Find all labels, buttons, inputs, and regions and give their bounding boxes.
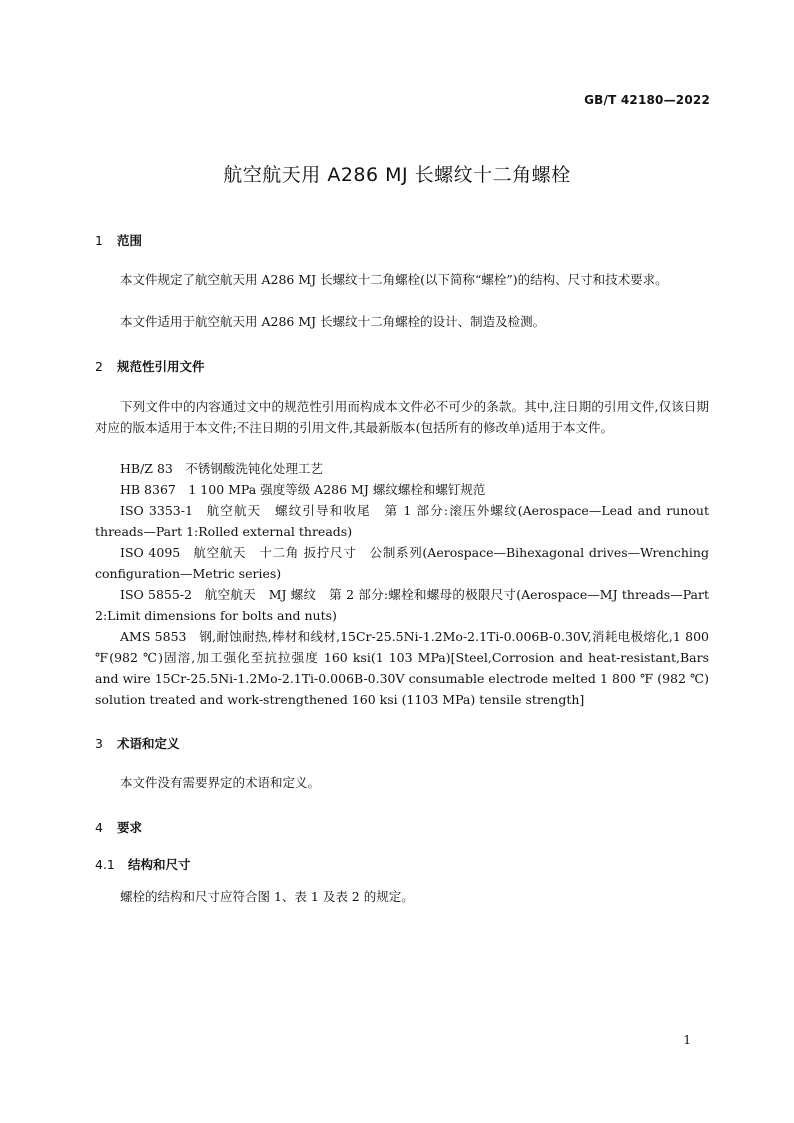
- reference-item: [95, 542, 709, 584]
- scope-paragraph-1: 本文件规定了航空航天用 A286 MJ 长螺纹十二角螺栓(以下简称“螺栓”)的结构、尺寸和技术要求。: [120, 272, 668, 287]
- subsection-title: 结构和尺寸: [128, 857, 191, 872]
- reference-code: AMS 5853: [120, 629, 187, 644]
- reference-item: [95, 458, 709, 479]
- section-number: 4: [95, 820, 103, 835]
- reference-code: ISO 3353-1: [120, 503, 193, 518]
- reference-item: [95, 479, 709, 500]
- section-4-heading: [95, 818, 142, 836]
- structure-paragraph: 螺栓的结构和尺寸应符合图 1、表 1 及表 2 的规定。: [120, 889, 414, 904]
- reference-code: ISO 4095: [120, 545, 181, 560]
- reference-title: 不锈钢酸洗钝化处理工艺: [185, 461, 323, 476]
- normative-intro-paragraph: 下列文件中的内容通过文中的规范性引用而构成本文件必不可少的条款。其中,注日期的引用文件,仅该日期对应的版本适用于本文件;不注日期的引用文件,其最新版本(包括所有的修改单)适用于本文件。: [95, 399, 709, 435]
- scope-paragraph-2: 本文件适用于航空航天用 A286 MJ 长螺纹十二角螺栓的设计、制造及检测。: [120, 314, 546, 329]
- section-title: 要求: [117, 820, 143, 835]
- page-number: 1: [683, 1033, 691, 1047]
- reference-item: [95, 500, 709, 542]
- reference-item: [95, 626, 709, 710]
- reference-title: 钢,耐蚀耐热,棒材和线材,15Cr-25.5Ni-1.2Mo-2.1Ti-0.006B-0.30V,消耗电极熔化,1 800 ℉(982 ℃)固溶,加工强化至抗拉强度 160 ksi(1 103 MPa)[Steel,Corrosion and heat-resistant,Bars and wire 15Cr-25.5Ni-1.2Mo-2.1Ti-0.006B-0.30V consumable electrode melted 1 800 ℉ (982 ℃) solution treated and work-strengthened 160 ksi (1103 MPa) tensile strength]: [95, 629, 709, 707]
- reference-code: HB 8367: [120, 482, 176, 497]
- section-title: 范围: [117, 233, 143, 248]
- section-1-heading: [95, 231, 142, 249]
- section-3-heading: [95, 734, 180, 752]
- reference-code: ISO 5855-2: [120, 587, 192, 602]
- section-number: 1: [95, 233, 103, 248]
- section-number: 3: [95, 736, 103, 751]
- section-2-heading: [95, 357, 205, 375]
- section-title: 规范性引用文件: [117, 359, 205, 374]
- section-title: 术语和定义: [117, 736, 180, 751]
- subsection-number: 4.1: [95, 857, 115, 872]
- document-title: 航空航天用 A286 MJ 长螺纹十二角螺栓: [223, 164, 571, 186]
- document-standard-number: GB/T 42180—2022: [584, 93, 710, 107]
- reference-title: 1 100 MPa 强度等级 A286 MJ 螺纹螺栓和螺钉规范: [188, 482, 486, 497]
- reference-title: 航空航天 十二角 扳拧尺寸 公制系列(Aerospace—Bihexagonal drives—Wrenching configuration—Metric series): [95, 545, 709, 581]
- section-number: 2: [95, 359, 103, 374]
- reference-title: 航空航天 MJ 螺纹 第 2 部分:螺栓和螺母的极限尺寸(Aerospace—MJ threads—Part 2:Limit dimensions for bolts and nuts): [95, 587, 709, 623]
- reference-code: HB/Z 83: [120, 461, 173, 476]
- terms-paragraph: 本文件没有需要界定的术语和定义。: [120, 775, 321, 790]
- subsection-4-1-heading: [95, 855, 191, 873]
- reference-item: [95, 584, 709, 626]
- reference-title: 航空航天 螺纹引导和收尾 第 1 部分:滚压外螺纹(Aerospace—Lead and runout threads—Part 1:Rolled external threads): [95, 503, 709, 539]
